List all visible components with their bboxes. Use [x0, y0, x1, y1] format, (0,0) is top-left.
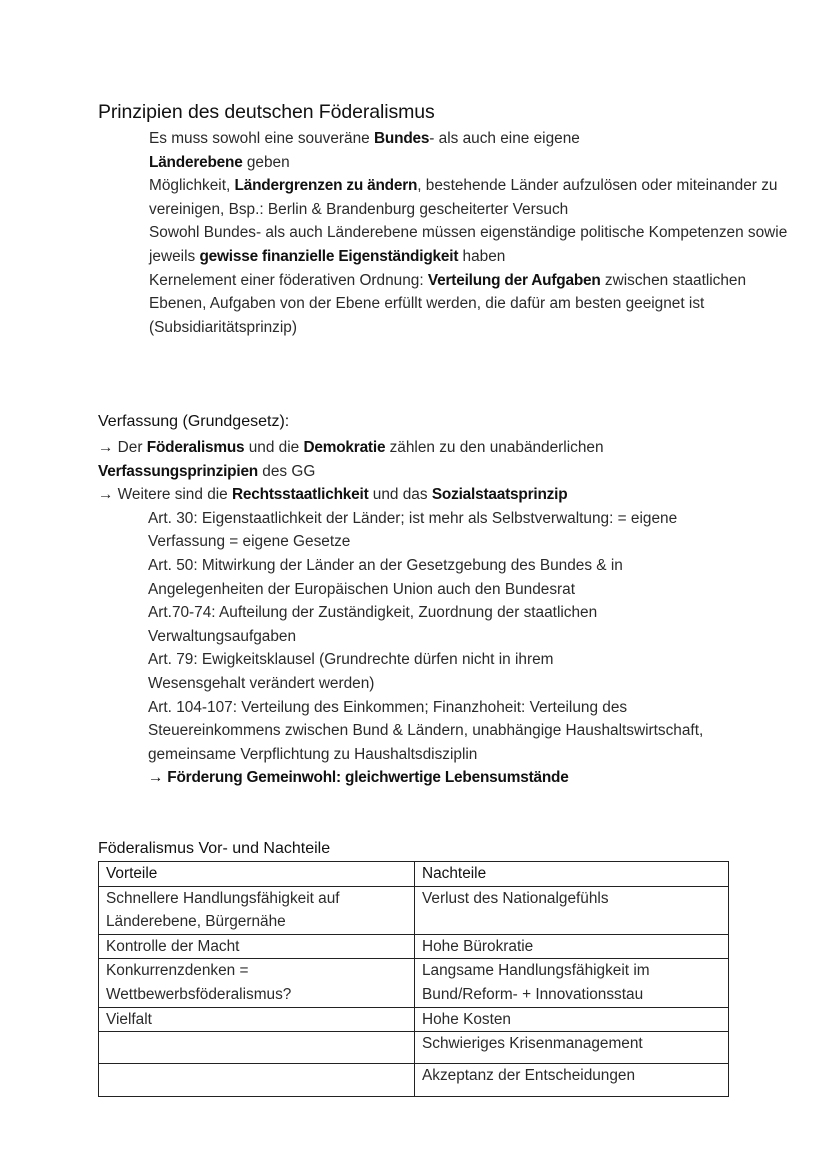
principle-item: Sowohl Bundes- als auch Länderebene müssen eigenständige politische Kompetenzen sowie jeweils gewisse finanzielle Eigenständigkeit haben [149, 224, 788, 265]
arrow-right-icon: → [98, 486, 114, 504]
table-row [99, 1032, 729, 1064]
con-cell: Verlust des Nationalgefühls [415, 886, 729, 934]
article-item: Art. 104-107: Verteilung des Einkommen; Finanzhoheit: Verteilung des Steuereinkommens zwischen Bund & Ländern, unabhängige Haushaltswirtschaft, gemeinsame Verpflichtung zu Haushaltsdisziplin [148, 698, 704, 763]
pro-cell: Vielfalt [99, 1007, 415, 1032]
section-title-principles: Prinzipien des deutschen Föderalismus [98, 101, 435, 123]
con-cell: Hohe Kosten [415, 1007, 729, 1032]
pro-cell [99, 1032, 415, 1064]
pros-cons-table [98, 861, 729, 1097]
principle-item: Es muss sowohl eine souveräne Bundes- als auch eine eigene Länderebene geben [149, 130, 580, 171]
constitution-block [98, 436, 788, 790]
article-item: Art. 50: Mitwirkung der Länder an der Gesetzgebung des Bundes & in Angelegenheiten der Europäischen Union auch den Bundesrat [148, 556, 623, 598]
section-title-constitution: Verfassung (Grundgesetz): [98, 413, 290, 430]
article-item: Art. 79: Ewigkeitsklausel (Grundrechte dürfen nicht in ihrem Wesensgehalt verändert werden) [148, 651, 554, 692]
table-row [99, 959, 729, 1007]
table-row [99, 934, 729, 959]
pro-cell: Schnellere Handlungsfähigkeit auf Länderebene, Bürgernähe [99, 886, 415, 934]
section-title-pros-cons: Föderalismus Vor- und Nachteile [98, 840, 331, 857]
pro-cell [99, 1064, 415, 1096]
table-row [99, 1064, 729, 1096]
constitution-line: → Der Föderalismus und die Demokratie zählen zu den unabänderlichen Verfassungsprinzipien des GG [98, 439, 604, 480]
table-row [99, 886, 729, 934]
article-item: Art. 30: Eigenstaatlichkeit der Länder; ist mehr als Selbstverwaltung: = eigene Verfassung = eigene Gesetze [148, 509, 678, 551]
con-cell: Schwieriges Krisenmanagement [415, 1032, 729, 1064]
con-cell: Hohe Bürokratie [415, 934, 729, 959]
constitution-line: → Weitere sind die Rechtsstaatlichkeit und das Sozialstaatsprinzip [98, 486, 568, 504]
pro-cell: Konkurrenzdenken = Wettbewerbsföderalismus? [99, 959, 415, 1007]
articles-list [98, 507, 788, 790]
con-cell: Akzeptanz der Entscheidungen [415, 1064, 729, 1096]
principles-list [149, 127, 789, 339]
table-header-row [99, 862, 729, 887]
con-cell: Langsame Handlungsfähigkeit im Bund/Reform- + Innovationsstau [415, 959, 729, 1007]
table-row [99, 1007, 729, 1032]
principle-item: Möglichkeit, Ländergrenzen zu ändern, bestehende Länder aufzulösen oder miteinander zu vereinigen, Bsp.: Berlin & Brandenburg gescheiterter Versuch [149, 177, 778, 218]
pro-cell: Kontrolle der Macht [99, 934, 415, 959]
conclusion: → Förderung Gemeinwohl: gleichwertige Lebensumstände [148, 769, 569, 787]
arrow-right-icon: → [148, 769, 164, 787]
header-nachteile: Nachteile [415, 862, 729, 887]
arrow-right-icon: → [98, 439, 114, 456]
article-item: Art.70-74: Aufteilung der Zuständigkeit, Zuordnung der staatlichen Verwaltungsaufgaben [148, 604, 598, 645]
principle-item: Kernelement einer föderativen Ordnung: Verteilung der Aufgaben zwischen staatlichen Ebenen, Aufgaben von der Ebene erfüllt werden, die dafür am besten geeignet ist (Subsidiaritätsprinzip) [149, 271, 747, 336]
header-vorteile: Vorteile [99, 862, 415, 887]
